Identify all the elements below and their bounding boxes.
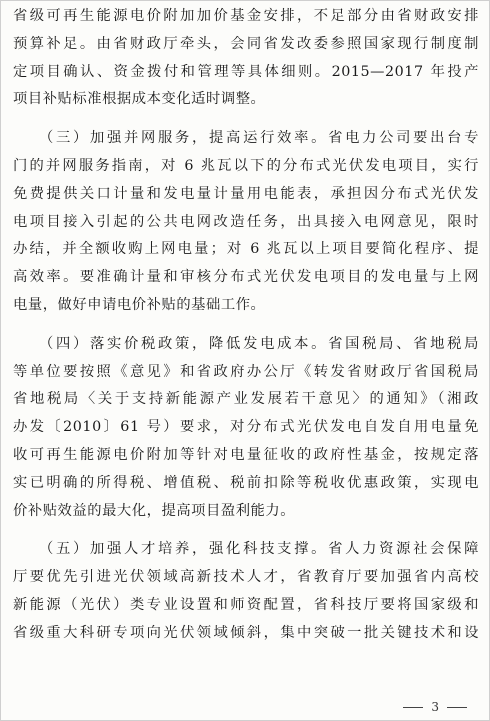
text-line: 预算补足。由省财政厅牵头，会同省发改委参照国家现行制度制	[13, 35, 479, 52]
text-line: 省地税局〈关于支持新能源产业发展若干意见〉的通知》（湘政	[13, 391, 479, 408]
text-line: 价补贴效益的最大化，提高项目盈利能力。	[13, 502, 296, 519]
text-line: 电项目接入引起的公共电网改造任务，出具接入电网意见，限时	[13, 213, 479, 230]
text-line: 项目补贴标准根据成本变化适时调整。	[13, 91, 266, 108]
text-line: 电量，做好申请电价补贴的基础工作。	[13, 296, 266, 313]
text-line: 门的并网服务指南，对 6 兆瓦以下的分布式光伏发电项目，实行	[13, 157, 479, 174]
document-body	[13, 3, 479, 648]
text-line: 省级重大科研专项向光伏领域倾斜，集中突破一批关键技术和设	[13, 624, 479, 641]
text-line: （三）加强并网服务，提高运行效率。省电力公司要出台专	[39, 130, 479, 147]
paragraph-tax-policy	[13, 331, 479, 526]
text-line: 厅要优先引进光伏领域高新技术人才，省教育厅要加强省内高校	[13, 569, 479, 586]
text-line: 办发〔2010〕61 号）要求，对分布式光伏发电自发自用电量免	[13, 419, 479, 436]
page-footer	[1, 700, 489, 716]
text-line: 等单位要按照《意见》和省政府办公厅《转发省财政厅省国税局	[13, 363, 479, 380]
text-line: 新能源（光伏）类专业设置和师资配置，省科技厅要将国家级和	[13, 596, 479, 613]
text-line: （四）落实价税政策，降低发电成本。省国税局、省地税局	[39, 335, 479, 352]
paragraph-talent-training	[13, 536, 479, 647]
text-line: 省级可再生能源电价附加加价基金安排，不足部分由省财政安排	[13, 8, 479, 24]
paragraph-continuation	[13, 3, 479, 114]
text-line: 定项目确认、资金拨付和管理等具体细则。2015—2017 年投产	[13, 63, 479, 80]
dash-right	[447, 707, 467, 708]
text-line: （五）加强人才培养，强化科技支撑。省人力资源社会保障	[39, 541, 479, 558]
text-line: 免费提供关口计量和发电量计量用电能表，承担因分布式光伏发	[13, 185, 479, 202]
text-line: 实已明确的所得税、增值税、税前扣除等税收优惠政策，实现电	[13, 474, 479, 491]
text-line: 收可再生能源电价附加等针对电量征收的政府性基金，按规定落	[13, 446, 479, 463]
page-number: 3	[431, 700, 439, 714]
dash-left	[403, 707, 423, 708]
paragraph-grid-connection	[13, 125, 479, 320]
text-line: 高效率。要准确计量和审核分布式光伏发电项目的发电量与上网	[13, 269, 479, 286]
text-line: 办结，并全额收购上网电量；对 6 兆瓦以上项目要简化程序、提	[13, 241, 479, 258]
